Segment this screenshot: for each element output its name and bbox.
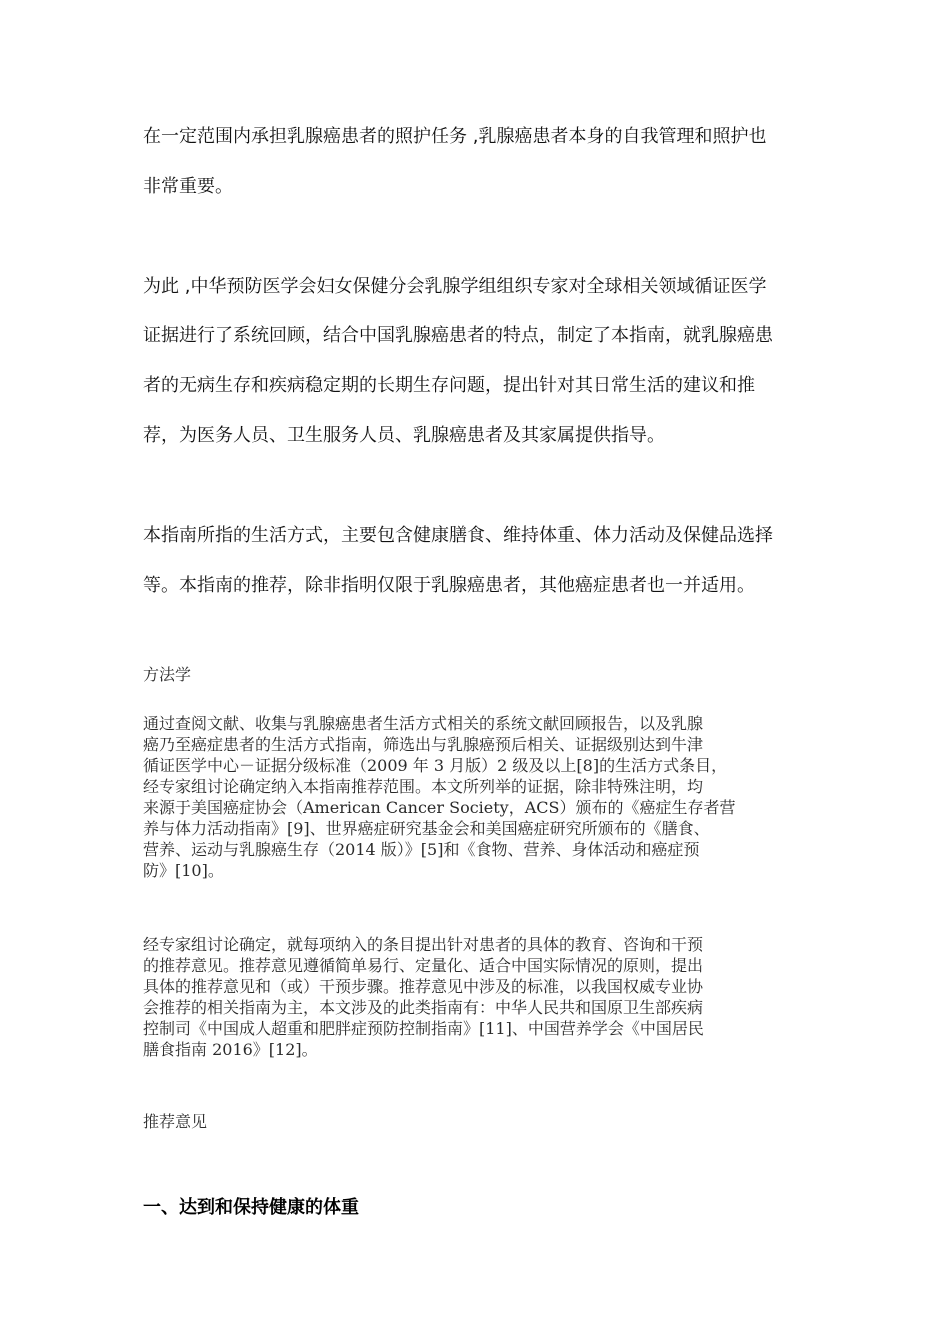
intro-p1-line-2: 非常重要。: [143, 176, 233, 197]
intro-p1-line-1: 在一定范围内承担乳腺癌患者的照护任务 ,乳腺癌患者本身的自我管理和照护也: [143, 126, 767, 147]
methodology-p1-line-2: 癌乃至癌症患者的生活方式指南，筛选出与乳腺癌预后相关、证据级别达到牛津: [143, 735, 704, 754]
intro-p2-line-3: 者的无病生存和疾病稳定期的长期生存问题，提出针对其日常生活的建议和推: [143, 375, 755, 396]
methodology-p1-line-8: 防》[10]。: [143, 861, 224, 880]
intro-p2-line-1: 为此 ,中华预防医学会妇女保健分会乳腺学组组织专家对全球相关领域循证医学: [143, 276, 767, 297]
methodology-p2-line-3: 具体的推荐意见和（或）干预步骤。推荐意见中涉及的标准，以我国权威专业协: [143, 977, 704, 996]
intro-p2-line-4: 荐，为医务人员、卫生服务人员、乳腺癌患者及其家属提供指导。: [143, 425, 665, 446]
methodology-p1-line-7: 营养、运动与乳腺癌生存（2014 版）》[5]和《食物、营养、身体活动和癌症预: [143, 840, 700, 859]
methodology-p1-line-3: 循证医学中心－证据分级标准（2009 年 3 月版）2 级及以上[8]的生活方式条目，: [143, 756, 728, 775]
recommendations-title: 推荐意见: [143, 1112, 208, 1131]
methodology-p2-line-1: 经专家组讨论确定，就每项纳入的条目提出针对患者的具体的教育、咨询和干预: [143, 935, 704, 954]
methodology-p1-line-5: 来源于美国癌症协会（American Cancer Society，ACS）颁布的《癌症生存者营: [143, 798, 736, 817]
methodology-p1-line-4: 经专家组讨论确定纳入本指南推荐范围。本文所列举的证据，除非特殊注明，均: [143, 777, 704, 796]
intro-p3-line-1: 本指南所指的生活方式，主要包含健康膳食、维持体重、体力活动及保健品选择: [143, 525, 773, 546]
methodology-p2-line-2: 的推荐意见。推荐意见遵循简单易行、定量化、适合中国实际情况的原则，提出: [143, 956, 704, 975]
methodology-p1-line-6: 养与体力活动指南》[9]、世界癌症研究基金会和美国癌症研究所颁布的《膳食、: [143, 819, 710, 838]
section-1-heading: 一、达到和保持健康的体重: [143, 1197, 359, 1218]
intro-p2-line-2: 证据进行了系统回顾，结合中国乳腺癌患者的特点，制定了本指南，就乳腺癌患: [143, 325, 773, 346]
methodology-title: 方法学: [143, 665, 192, 684]
methodology-p1-line-1: 通过查阅文献、收集与乳腺癌患者生活方式相关的系统文献回顾报告，以及乳腺: [143, 714, 704, 733]
methodology-p2-line-4: 会推荐的相关指南为主，本文涉及的此类指南有：中华人民共和国原卫生部疾病: [143, 998, 704, 1017]
methodology-p2-line-5: 控制司《中国成人超重和肥胖症预防控制指南》[11]、中国营养学会《中国居民: [143, 1019, 704, 1038]
methodology-p2-line-6: 膳食指南 2016》[12]。: [143, 1040, 318, 1059]
intro-p3-line-2: 等。本指南的推荐，除非指明仅限于乳腺癌患者，其他癌症患者也一并适用。: [143, 575, 755, 596]
